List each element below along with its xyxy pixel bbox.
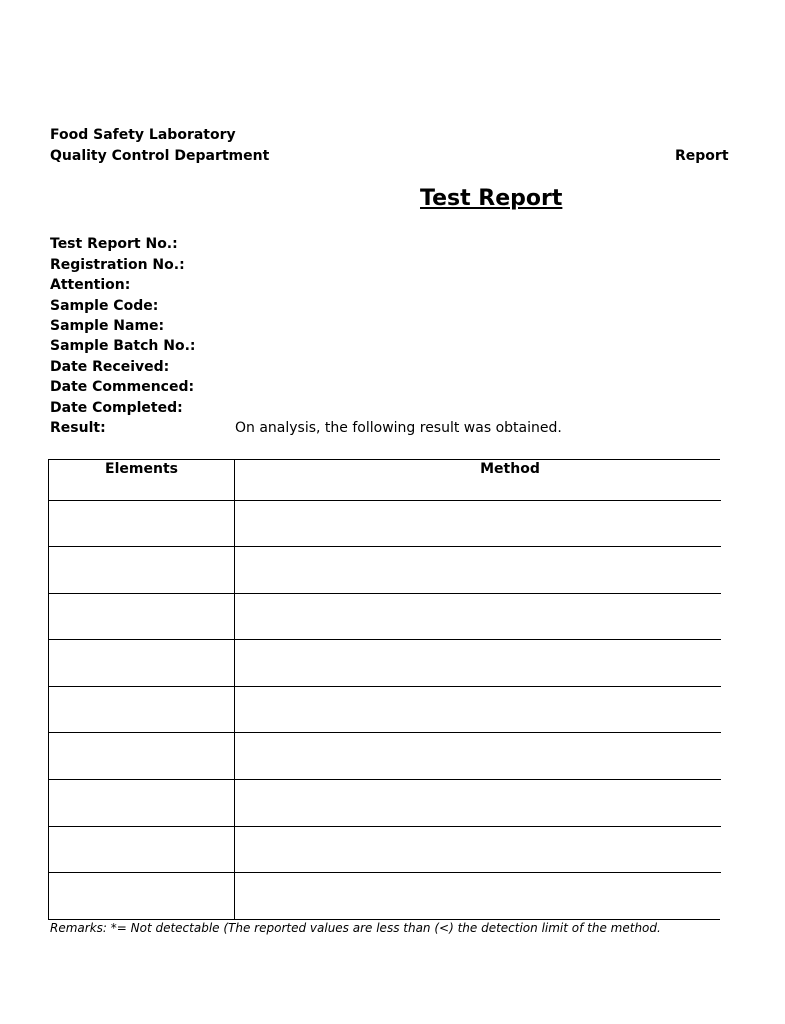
field-label-test-report-no: Test Report No.:: [50, 236, 178, 252]
field-label-date-received: Date Received:: [50, 359, 170, 375]
column-header-method: Method: [480, 461, 540, 477]
results-table: [48, 459, 720, 920]
organization-name: Food Safety Laboratory: [50, 127, 236, 143]
department-name: Quality Control Department: [50, 148, 270, 164]
remarks-note: Remarks: *= Not detectable (The reported values are less than (<) the detection limit of the method.: [50, 921, 661, 935]
table-row-divider: [49, 872, 721, 873]
report-tag: Report: [675, 148, 729, 164]
page-title: Test Report: [420, 186, 563, 211]
table-row-divider: [49, 500, 721, 501]
column-divider: [234, 460, 235, 919]
table-row-divider: [49, 732, 721, 733]
table-row-divider: [49, 826, 721, 827]
field-label-registration-no: Registration No.:: [50, 257, 185, 273]
field-label-attention: Attention:: [50, 277, 131, 293]
table-row-divider: [49, 779, 721, 780]
field-label-sample-name: Sample Name:: [50, 318, 165, 334]
field-label-result: Result:: [50, 420, 106, 436]
column-header-elements: Elements: [105, 461, 178, 477]
field-label-date-commenced: Date Commenced:: [50, 379, 195, 395]
table-row-divider: [49, 639, 721, 640]
result-statement: On analysis, the following result was obtained.: [235, 420, 562, 436]
table-row-divider: [49, 686, 721, 687]
field-label-sample-batch-no: Sample Batch No.:: [50, 338, 196, 354]
table-row-divider: [49, 593, 721, 594]
table-row-divider: [49, 546, 721, 547]
field-label-sample-code: Sample Code:: [50, 298, 159, 314]
field-label-date-completed: Date Completed:: [50, 400, 183, 416]
